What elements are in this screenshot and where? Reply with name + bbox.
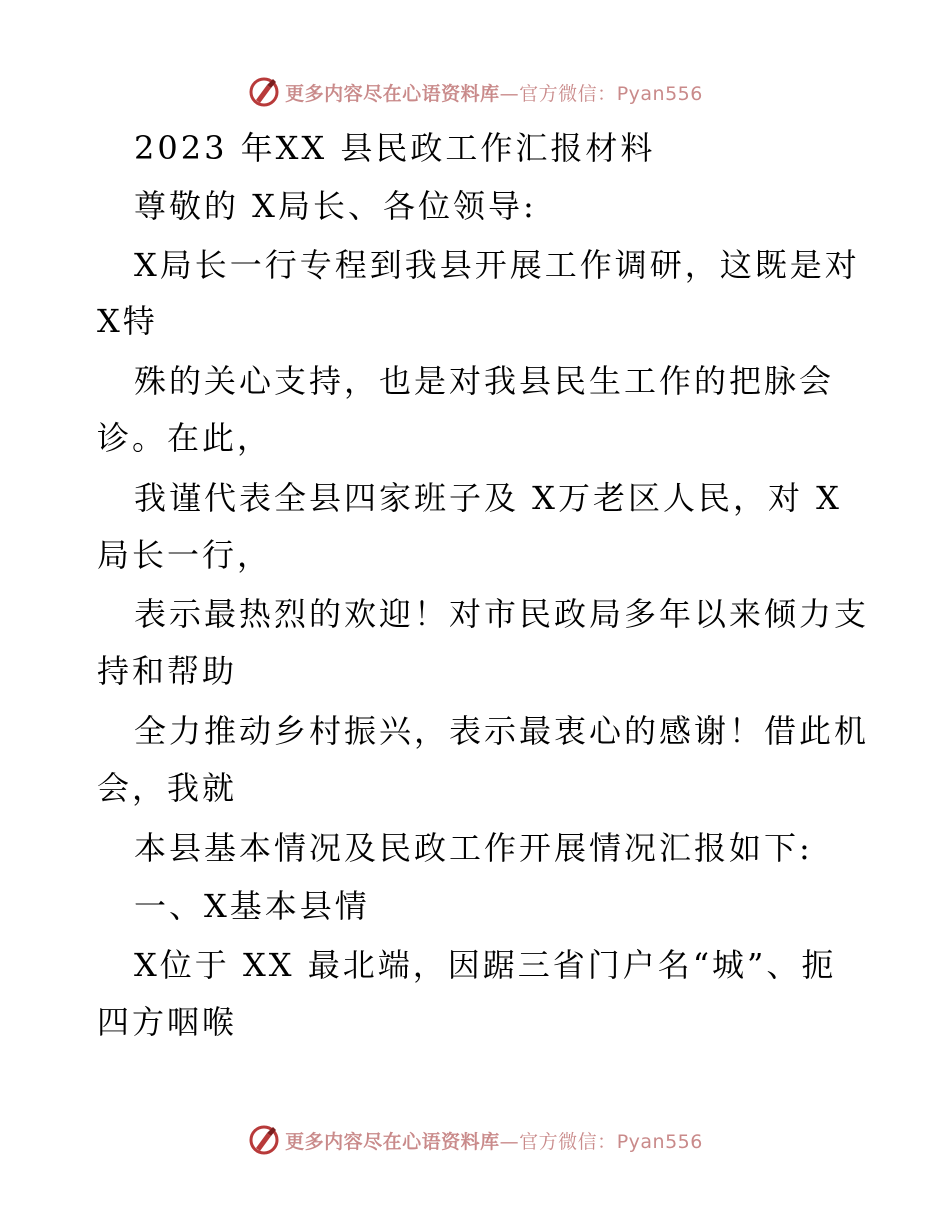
paragraph-line: 四方咽喉: [97, 1003, 238, 1041]
footer-banner-suffix: 官方微信：: [519, 1130, 617, 1153]
footer-banner-dash: —: [499, 1130, 520, 1153]
footer-banner-wechat: Pyan556: [616, 1130, 703, 1153]
paragraph-line: 会，我就: [97, 769, 238, 807]
header-banner-wechat: Pyan556: [616, 82, 703, 105]
paragraph-line: 持和帮助: [97, 652, 238, 690]
paragraph-line: 我谨代表全县四家班子及 X万老区人民，对 X: [134, 479, 842, 517]
paragraph-line: 局长一行，: [97, 536, 273, 574]
footer-banner-main: 更多内容尽在心语资料库: [285, 1130, 500, 1153]
paragraph-line: 本县基本情况及民政工作开展情况汇报如下:: [134, 829, 813, 867]
footer-banner-text: [285, 1127, 703, 1154]
pen-logo-icon: [247, 75, 281, 109]
paragraph-line: X局长一行专程到我县开展工作调研，这既是对: [134, 246, 860, 284]
paragraph-line: X位于 XX 最北端，因踞三省门户名“城”、扼: [134, 946, 837, 984]
header-banner-text: [285, 79, 703, 106]
paragraph-line: X特: [97, 302, 158, 340]
paragraph-line: 诊。在此，: [97, 419, 273, 457]
paragraph-line: 殊的关心支持，也是对我县民生工作的把脉会: [134, 362, 835, 400]
footer-banner: [0, 1118, 950, 1162]
pen-logo-icon: [247, 1123, 281, 1157]
header-banner-suffix: 官方微信：: [519, 82, 617, 105]
header-banner: [0, 70, 950, 114]
document-title: 2023 年XX 县民政工作汇报材料: [134, 129, 656, 167]
section-heading: 一、X基本县情: [134, 887, 370, 925]
header-banner-dash: —: [499, 82, 520, 105]
salutation: 尊敬的 X局长、各位领导:: [134, 187, 537, 225]
paragraph-line: 表示最热烈的欢迎！对市民政局多年以来倾力支: [134, 595, 870, 633]
header-banner-main: 更多内容尽在心语资料库: [285, 82, 500, 105]
paragraph-line: 全力推动乡村振兴，表示最衷心的感谢！借此机: [134, 712, 870, 750]
